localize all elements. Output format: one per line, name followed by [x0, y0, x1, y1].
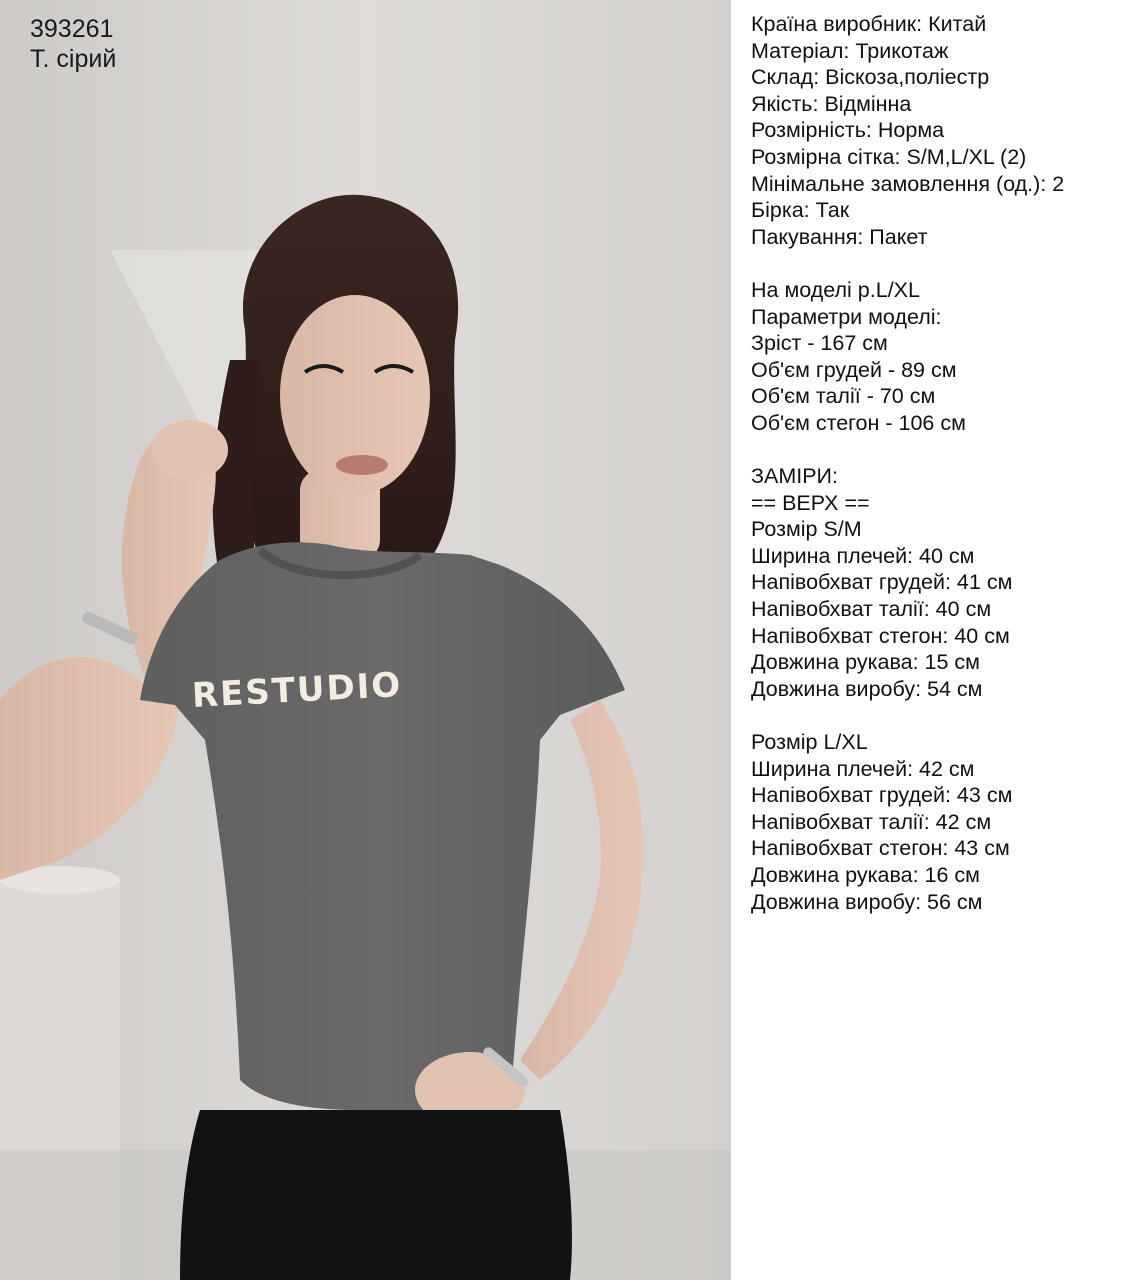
- size-lxl-title: Розмір L/XL: [751, 730, 868, 755]
- spec-line: Розмірність: Норма: [751, 118, 945, 143]
- spec-line: Матеріал: Трикотаж: [751, 38, 949, 63]
- color-name: Т. сірий: [30, 45, 117, 73]
- spec-line: Склад: Віскоза,поліестр: [751, 65, 990, 90]
- size-sm-line: Напівобхват талії: 40 см: [751, 597, 992, 622]
- model-line: Об'єм талії - 70 см: [751, 384, 936, 409]
- model-line: На моделі р.L/XL: [751, 277, 920, 302]
- size-sm-line: Довжина виробу: 54 см: [751, 676, 983, 701]
- size-lxl-line: Довжина рукава: 16 см: [751, 863, 980, 887]
- size-sm-line: Напівобхват стегон: 40 см: [751, 623, 1010, 648]
- size-sm-line: Довжина рукава: 15 см: [751, 650, 980, 675]
- product-specs: [751, 11, 1136, 915]
- spec-line: Пакування: Пакет: [751, 224, 928, 249]
- shirt-print-text: RESTUDIO: [190, 665, 404, 716]
- size-sm-title: Розмір S/M: [751, 517, 862, 542]
- section-heading: == ВЕРХ ==: [751, 490, 870, 515]
- measurements-heading: ЗАМІРИ:: [751, 464, 838, 489]
- spec-line: Якість: Відмінна: [751, 91, 912, 116]
- measurements: [751, 463, 1136, 702]
- size-lxl-line: Ширина плечей: 42 см: [751, 756, 975, 781]
- size-sm-line: Ширина плечей: 40 см: [751, 543, 975, 568]
- model-line: Об'єм грудей - 89 см: [751, 357, 957, 382]
- size-sm-line: Напівобхват грудей: 41 см: [751, 570, 1013, 595]
- size-lxl: [751, 729, 1136, 915]
- spec-line: Мінімальне замовлення (од.): 2: [751, 171, 1065, 196]
- spec-line: Країна виробник: Китай: [751, 12, 987, 36]
- model-line: Зріст - 167 см: [751, 331, 888, 356]
- model-info: [751, 277, 1136, 437]
- general-info: [751, 11, 1136, 250]
- model-line: Параметри моделі:: [751, 304, 942, 329]
- size-lxl-line: Напівобхват грудей: 43 см: [751, 783, 1013, 808]
- spec-line: Бірка: Так: [751, 198, 850, 223]
- model-line: Об'єм стегон - 106 см: [751, 410, 966, 435]
- article-code: 393261: [30, 15, 114, 43]
- size-lxl-line: Напівобхват талії: 42 см: [751, 809, 992, 834]
- size-lxl-line: Довжина виробу: 56 см: [751, 889, 983, 914]
- photo-caption: [30, 14, 116, 74]
- size-lxl-line: Напівобхват стегон: 43 см: [751, 836, 1010, 861]
- spec-line: Розмірна сітка: S/M,L/XL (2): [751, 144, 1027, 169]
